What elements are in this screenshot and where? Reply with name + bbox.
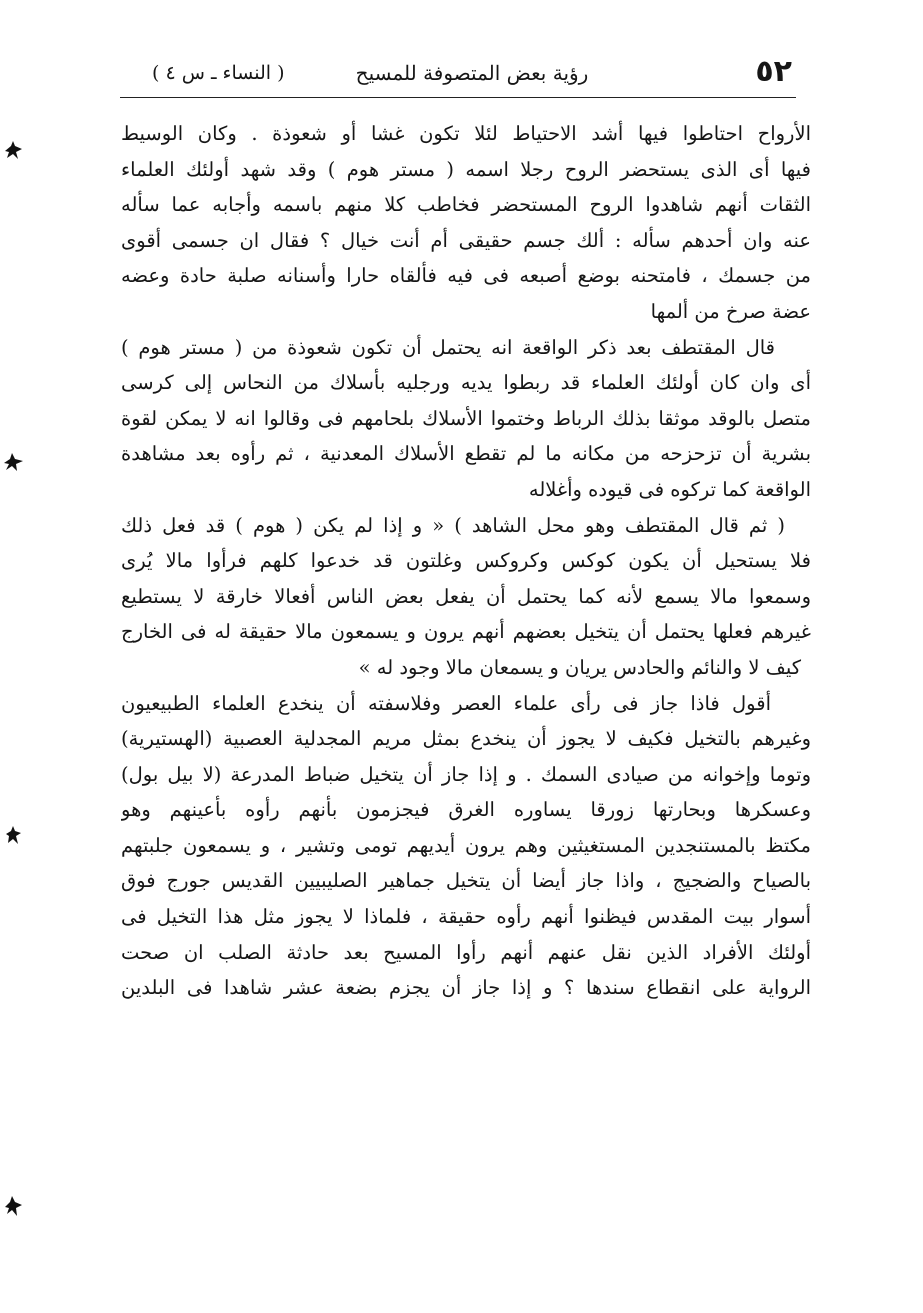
text-line: غيرهم فعلها يحتمل أن يتخيل بعضهم أنهم يرون و يسمعون مالا حقيقة له فى الخارج <box>121 620 811 644</box>
text-line: وسمعوا مالا يسمع لأنه كما يحتمل أن يفعل بعض الناس أفعالا خارقة لا يستطيع <box>121 584 811 608</box>
text-line: من جسمك ، فامتحنه بوضع أصبعه فى فيه فألقاه حارا وأسنانه صلبة حادة وعضه <box>121 264 811 288</box>
text-line: فلا يستحيل أن يكون كوكس وكروكس وغلتون قد خدعوا كلهم فرأوا مالا يُرى <box>121 549 811 573</box>
text-line: أى وان كان أولئك العلماء قد ربطوا يديه ورجليه بأسلاك من النحاس إلى كرسى <box>121 371 811 395</box>
text-line: قال المقتطف بعد ذكر الواقعة انه يحتمل أن تكون شعوذة من ( مستر هوم ) <box>121 335 775 359</box>
text-line: مكتظ بالمستنجدين المستغيثين وهم يرون أيديهم تومى وتشير ، و يسمعون جلبتهم <box>121 833 811 857</box>
binding-ink-mark <box>2 451 24 473</box>
text-line: أولئك الأفراد الذين نقل عنهم أنهم رأوا المسيح بعد حادثة الصلب ان صحت <box>121 940 811 964</box>
text-line: عنه وان أحدهم سأله : ألك جسم حقيقى أم أنت خيال ؟ فقال ان جسمى أقوى <box>121 228 811 252</box>
text-line: أسوار بيت المقدس فيظنوا أنهم رأوه حقيقة ، فلماذا لا يجوز مثل هذا التخيل فى <box>121 905 811 929</box>
text-line: عضة صرخ من ألمها <box>650 299 811 323</box>
text-line: بالصياح والضجيج ، واذا جاز أيضا أن يتخيل جماهير الصليبيين القديس جورج فوق <box>121 869 811 893</box>
text-line: الثقات أنهم شاهدوا الروح المستحضر فخاطب كلا منهم باسمه وأجابه عما سأله <box>121 193 811 217</box>
text-line: وعسكرها وبحارتها زورقا يساوره الغرق فيجزمون بأنهم رأوه بأعينهم وهو <box>121 798 811 822</box>
binding-ink-mark <box>2 824 24 846</box>
paragraph-2 <box>121 330 811 508</box>
text-line: أقول فاذا جاز فى رأى علماء العصر وفلاسفته أن ينخدع العلماء الطبيعيون <box>121 691 771 715</box>
section-reference: ( النساء ـ س ٤ ) <box>152 62 285 84</box>
text-line: ( ثم قال المقتطف وهو محل الشاهد ) « و إذا لم يكن ( هوم ) قد فعل ذلك <box>121 513 785 537</box>
text-line: بشرية أن تزحزحه من مكانه ما لم تقطع الأسلاك المعدنية ، ثم رأوه بعد مشاهدة <box>121 442 811 466</box>
binding-ink-mark <box>2 140 24 162</box>
text-line: وغيرهم بالتخيل فكيف لا يجوز أن ينخدع بمثل مريم المجدلية العصبية (الهستيرية) <box>121 727 811 751</box>
text-line: الواقعة كما تركوه فى قيوده وأغلاله <box>528 477 811 501</box>
binding-ink-mark <box>2 1195 24 1217</box>
running-title: رؤية بعض المتصوفة للمسيح <box>355 61 589 85</box>
text-line: وتوما وإخوانه من صيادى السمك . و إذا جاز أن يتخيل ضباط المدرعة (لا بيل بول) <box>121 762 811 786</box>
text-line: كيف لا والنائم والحادس يريان و يسمعان مالا وجود له » <box>358 655 801 679</box>
header-rule <box>120 97 796 98</box>
text-line: فيها أى الذى يستحضر الروح رجلا اسمه ( مستر هوم ) وقد شهد أولئك العلماء <box>121 157 811 181</box>
page-number: ٥٢ <box>755 54 792 89</box>
text-line: متصل بالوقد موثقا بذلك الرباط وختموا الأسلاك بلحامهم فى وقالوا انه لا يمكن لقوة <box>121 406 811 430</box>
paragraph-4 <box>121 686 811 1006</box>
page-header <box>122 54 792 92</box>
paragraph-1 <box>121 116 811 330</box>
text-line: الأرواح احتاطوا فيها أشد الاحتياط لئلا تكون غشا أو شعوذة . وكان الوسيط <box>121 122 811 145</box>
paragraph-3 <box>121 508 811 686</box>
body-text <box>121 116 811 1006</box>
text-line: الرواية على انقطاع سندها ؟ و إذا جاز أن يجزم بضعة عشر شاهدا فى البلدين <box>121 976 811 1000</box>
